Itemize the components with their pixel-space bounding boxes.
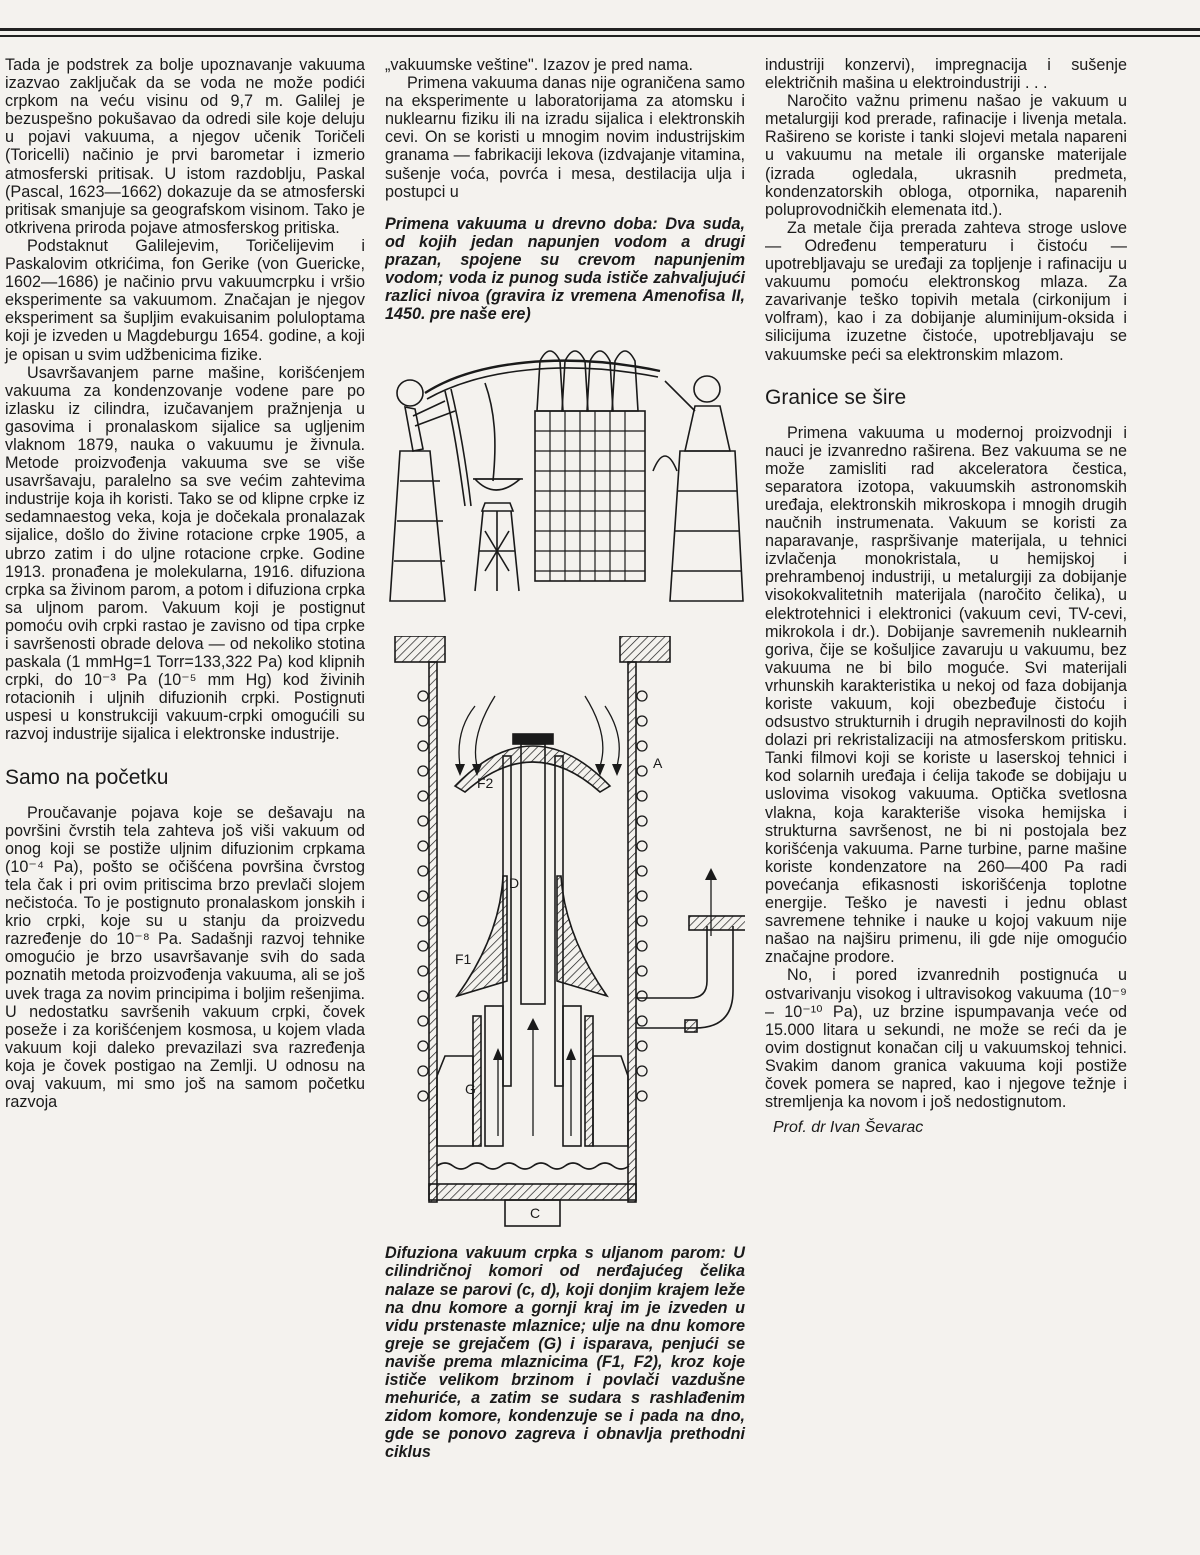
paragraph: Za metale čija prerada zahteva stroge uslove — Određenu temperaturu i čistoću — upotrebljavaju se uređaji za topljenje i rafinaciju u vakuumu pomoću elektronskog mlaza. Za zavarivanje teško topivih metala (cirkonijum i volfram), kao i za dobijanje aluminijum-oksida i silicijuma izuzetne čistoće, upotrebljavaju se vakuumske peći sa elektronskim mlazom. [765, 218, 1127, 364]
column-2 [385, 56, 745, 1461]
author-signature: Prof. dr Ivan Ševarac [773, 1119, 924, 1137]
diffusion-pump-diagram [385, 636, 745, 1276]
paragraph: industriji konzervi), impregnacija i sušenje električnih mašina u elektroindustriji . . . [765, 56, 1127, 93]
label-d: D [509, 875, 520, 892]
section-heading: Samo na početku [5, 765, 169, 789]
paragraph: Primena vakuuma u modernoj proizvodnji i nauci je izvanredno raširena. Bez vakuuma se ne može zamisliti rad akceleratora čestica, separatora izotopa, vakuumskih astronomskih uređaja, elektronskih mikroskopa i mnogih drugih naučnih instrumenata. Vakuum se koristi za naparavanje, raspršivanje materijala, u tehnici izvlačenja monokristala, u hemijskoj i prehrambenoj industriji, u metalurgiji za dobijanje visokokvalitetnih materijala (naročito čelika), u elektrotehnici i elektronici (vakuum cevi, TV-cevi, mikrokola i dr.). Dobijanje savremenih nuklearnih goriva, čije se košuljice zavaruju u vakuumu, bez vakuuma ne bi bilo moguće. Svi materijali vrhunskih karakteristika u nekoj od faza dobijanja koriste vakuum, koji obezbeđuje čistoću i odsustvo strukturnih i drugih nepravilnosti do kojih dolazi pri rekristalizaciji na atmosferskom pritisku. Tanki filmovi koji se koriste u laserskoj tehnici i kod solarnih uređaja i ćelija takođe se dobijaju u uslovima visokog vakuuma. Optička svetlosna vlakna, koja karakteriše visoka hemijska i strukturna savršenost, ne bi ni postojala bez korišćenja vakuuma. Parne turbine, parne mašine koriste kondenzatore na 260—400 Pa radi povećanja efikasnosti iskorišćenja toplotne energije. Teško je navesti i jednu oblast savremene tehnike i nauke u kojoj vakuum nije našao na najširu primenu, ili gde nije omogućio značajne prodore. [765, 423, 1127, 967]
label-f1: F1 [455, 951, 472, 968]
paragraph: No, i pored izvanrednih postignuća u ostvarivanju visokog i ultravisokog vakuuma (10⁻⁹ – 10⁻¹⁰ Pa), uz brzine ispumpavanja veće od 15.000 litara u sekundi, ne može se reći da je ovim dostignut konačan cilj u vakuumskoj tehnici. Svakim danom granica vakuuma koji postiže čovek pomera se napred, kao i njegove težnje i stremljenja ka novom i još nedostignutom. [765, 966, 1127, 1112]
egyptian-engraving-illustration [385, 331, 745, 606]
label-a: A [653, 755, 663, 772]
paragraph: Podstaknut Galilejevim, Toričelijevim i Paskalovim otkrićima, fon Gerike (von Guericke, 1602—1686) je načinio prvu vakuumcrpku i vršio eksperimente sa vakuumom. Značajan je njegov eksperiment sa šupljim evakuisanim poluloptama koji je izveden u Magdeburgu 1654. godine, a koji je opisan u svim udžbenicima fizike. [5, 236, 365, 364]
figure-caption-engraving: Primena vakuuma u drevno doba: Dva suda, od kojih jedan napunjen vodom a drugi prazan, spojene su crevom napunjenim vodom; voda iz punog suda ističe zahvaljujući razlici nivoa (gravira iz vremena Amenofisa II, 1450. pre naše ere) [385, 214, 745, 324]
paragraph: Tada je podstrek za bolje upoznavanje vakuuma izazvao zaključak da se voda ne može podići crpkom na veću visinu od 9,7 m. Galilej je bezuspešno pokušavao da odredi sile koje deluju u pojavi vakuuma, a njegov učenik Toričeli (Toricelli) načinio je prvi barometar i izmerio atmosferski pritisak. U istom razdoblju, Paskal (Pascal, 1623—1662) dokazuje da se atmosferski pritisak smanjuje sa geografskom visinom. Tako je otkrivena priroda pojave atmosferskog pritiska. [5, 56, 365, 237]
top-rule-thin [0, 35, 1200, 37]
paragraph: Usavršavanjem parne mašine, korišćenjem vakuuma za kondenzovanje vodene pare po izlasku iz cilindra, izučavanjem pražnjenja u gasovima i pronalaskom sijalice sa ugljenim vlaknom 1879, nauka o vakuumu je živnula. Metode proizvođenja vakuuma sve se više usavršavaju, paralelno sa sve većim zahtevima industrije koja ih koristi. Tako se od klipne crpke iz sedamnaestog veka, koja je dočekala pronalazak sijalice, došlo do živine rotacione crpke 1905, a ubrzo zatim i do uljne rotacione crpke. Godine 1913. pronađena je molekularna, 1916. difuziona crpka sa živinom parom, a potom i difuziona crpka sa uljnom parom. Vakuum koji je postignut pomoću ovih crpki rastao je zavisno od tipa crpke i savršenosti obrade delova — od nekoliko stotina paskala (1 mmHg=1 Torr=133,322 Pa) kod klipnih crpki, do 10⁻³ Pa (10⁻⁵ mm Hg) kod živinih rotacionih i uljnih difuzionih crpki. Postignuti uspesi u konstrukciji vakuum-crpki omogućili su razvoj industrije sijalica i elektronske industrije. [5, 363, 365, 744]
column-3 [765, 56, 1127, 1137]
label-c: C [530, 1205, 541, 1222]
section-heading: Granice se šire [765, 385, 907, 409]
figure-caption-pump: Difuziona vakuum crpka s uljanom parom: U cilindričnoj komori od nerđajućeg čelika nalaze se parovi (c, d), koji donjim krajem leže na dnu komore a gornji kraj im je izveden u vidu prstenaste mlaznice; ulje na dnu komore greje se grejačem (G) i isparava, penjući se naviše prema mlaznicima (F1, F2), kroz koje ističe velikom brzinom i povlači vazdušne mehuriće, a zatim se sudara s rashlađenim zidom komore, kondenzuje se i pada na dno, gde se ponovo zagreva i obnavlja prethodni ciklus [385, 1244, 745, 1462]
paragraph: Naročito važnu primenu našao je vakuum u metalurgiji kod prerade, rafinacije i livenja metala. Rašireno se koriste i tanki slojevi metala napareni u vakuumu na metale ili organske materijale (izrada ogledala, ukrasnih predmeta, kondenzatorskih obloga, otpornika, naparenih poluprovodničkih elemenata itd.). [765, 92, 1127, 219]
paragraph: „vakuumske veštine". Izazov je pred nama. [385, 56, 694, 74]
paragraph: Primena vakuuma danas nije ograničena samo na eksperimente u laboratorijama za atomsku i nuklearnu fiziku ili na izradu sijalica i elektronskih cevi. On se koristi u mnogim novim industrijskim granama — fabrikaciji lekova (izdvajanje vitamina, sušenje voća, povrća i mesa, destilacija ulja i postupci u [385, 74, 745, 201]
label-f2: F2 [477, 775, 494, 792]
label-g: G [465, 1081, 476, 1098]
column-1 [5, 56, 365, 1111]
paragraph: Proučavanje pojava koje se dešavaju na površini čvrstih tela zahteva još viši vakuum od onog koji se postiže uljnim difuzionim crpkama (10⁻⁴ Pa), pošto se očišćena površina čvrstog tela čak i pri ovim pritiscima brzo prevlači slojem nečistoća. To je postignuto pronalaskom jonskih i krio crpki, koje su u stanju da proizvedu razređenje do 10⁻⁸ Pa. Sadašnji razvoj tehnike omogućio je brzo usavršavanje svih do sada poznatih metoda proizvođenja vakuuma, ali se još uvek traga za novim principima i boljim rešenjima. U nedostatku savršenih vakuum crpki, čovek poseže i za korišćenjem kosmosa, u kojem vlada vakuum koji daleko prevazilazi sva razređenja koja je čovek postigao na Zemlji. U odnosu na ovaj vakuum, mi smo još na samom početku razvoja [5, 803, 365, 1112]
top-rule [0, 28, 1200, 31]
